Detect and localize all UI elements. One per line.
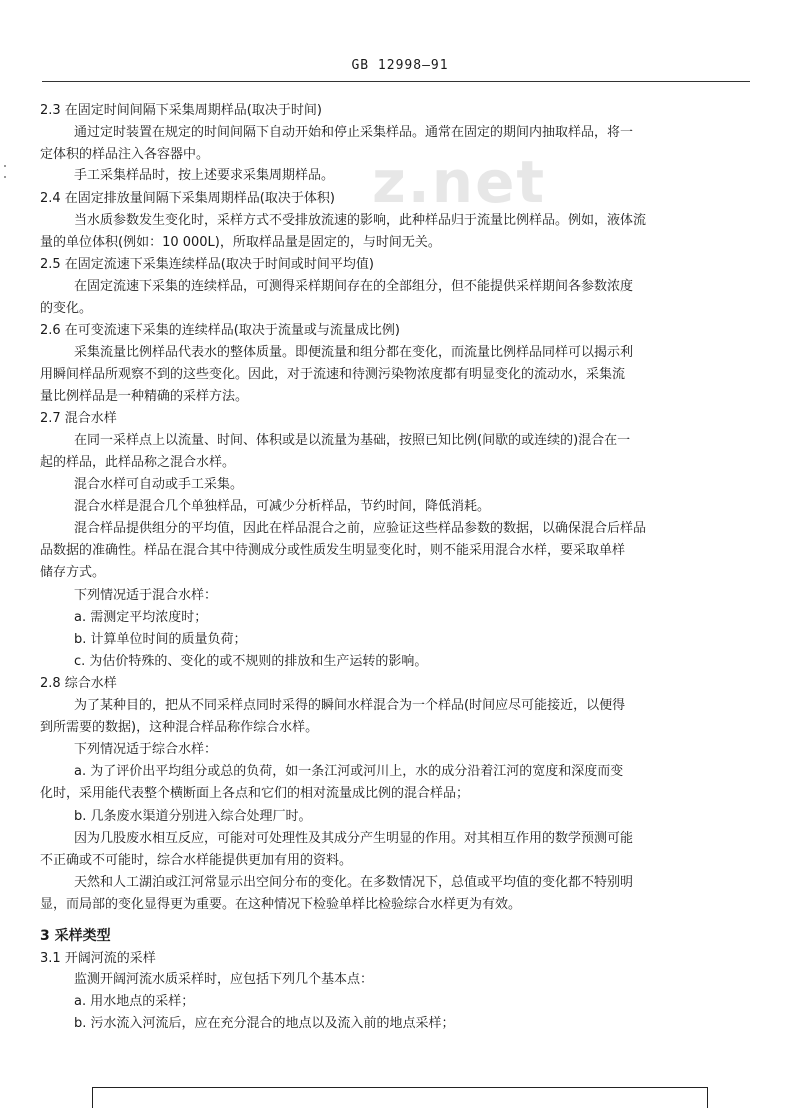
text-line: 定体积的样品注入各容器中。 (40, 147, 210, 162)
text-line: 不正确或不可能时，综合水样能提供更加有用的资料。 (40, 853, 353, 868)
text-line: 品数据的准确性。样品在混合其中待测成分或性质发生明显变化时，则不能采用混合水样，要采取单样 (40, 543, 626, 558)
text-line: 天然和人工湖泊或江河常显示出空间分布的变化。在多数情况下，总值或平均值的变化都不特别明 (74, 875, 634, 890)
text-line: 的变化。 (40, 301, 93, 316)
text-line: c. 为估价特殊的、变化的或不规则的排放和生产运转的影响。 (74, 654, 428, 669)
text-line: 手工采集样品时，按上述要求采集周期样品。 (74, 168, 335, 183)
section-heading: 3 采样类型 (40, 928, 111, 944)
text-line: 2.3 在固定时间间隔下采集周期样品(取决于时间) (40, 103, 322, 118)
text-line: 下列情况适于综合水样： (74, 742, 218, 757)
text-line: 2.8 综合水样 (40, 676, 117, 691)
footer-box (92, 1087, 708, 1108)
text-line: 在固定流速下采集的连续样品，可测得采样期间存在的全部组分，但不能提供采样期间各参数浓度 (74, 279, 634, 294)
text-line: 因为几股废水相互反应，可能对可处理性及其成分产生明显的作用。对其相互作用的数学预测可能 (74, 831, 634, 846)
scan-speck (4, 176, 6, 178)
text-line: b. 计算单位时间的质量负荷； (74, 632, 247, 647)
text-line: b. 污水流入河流后，应在充分混合的地点以及流入前的地点采样； (74, 1016, 455, 1031)
text-line: 混合样品提供组分的平均值，因此在样品混合之前，应验证这些样品参数的数据，以确保混合后样品 (74, 521, 647, 536)
text-line: 通过定时装置在规定的时间间隔下自动开始和停止采集样品。通常在固定的期间内抽取样品，将一 (74, 125, 634, 140)
text-line: 2.5 在固定流速下采集连续样品(取决于时间或时间平均值) (40, 257, 374, 272)
header-rule (42, 81, 750, 82)
text-line: 在同一采样点上以流量、时间、体积或是以流量为基础，按照已知比例(间歇的或连续的)混合在一 (74, 433, 631, 448)
standard-header: GB 12998—91 (351, 58, 449, 73)
text-line: 下列情况适于混合水样： (74, 588, 218, 603)
text-line: a. 用水地点的采样； (74, 994, 195, 1009)
text-line: 起的样品，此样品称之混合水样。 (40, 455, 236, 470)
text-line: 监测开阔河流水质采样时，应包括下列几个基本点： (74, 972, 374, 987)
text-line: 到所需要的数据)，这种混合样品称作综合水样。 (40, 720, 319, 735)
text-line: 量的单位体积(例如：10 000L)，所取样品量是固定的，与时间无关。 (40, 235, 441, 250)
text-line: 3.1 开阔河流的采样 (40, 951, 156, 966)
text-line: 采集流量比例样品代表水的整体质量。即便流量和组分都在变化，而流量比例样品同样可以揭示利 (74, 345, 634, 360)
text-line: a. 为了评价出平均组分或总的负荷，如一条江河或河川上，水的成分沿着江河的宽度和深度而变 (74, 764, 624, 779)
text-line: 用瞬间样品所观察不到的这些变化。因此，对于流速和待测污染物浓度都有明显变化的流动水，采集流 (40, 367, 626, 382)
scan-speck (4, 165, 6, 167)
text-line: 量比例样品是一种精确的采样方法。 (40, 389, 249, 404)
text-line: 显，而局部的变化显得更为重要。在这种情况下检验单样比检验综合水样更为有效。 (40, 897, 522, 912)
text-line: 2.7 混合水样 (40, 411, 117, 426)
text-line: 混合水样可自动或手工采集。 (74, 477, 244, 492)
watermark: z.net (372, 148, 547, 216)
text-line: a. 需测定平均浓度时； (74, 610, 208, 625)
text-line: 为了某种目的，把从不同采样点同时采得的瞬间水样混合为一个样品(时间应尽可能接近，以便得 (74, 698, 626, 713)
text-line: 2.4 在固定排放量间隔下采集周期样品(取决于体积) (40, 191, 335, 206)
text-line: 混合水样是混合几个单独样品，可减少分析样品，节约时间，降低消耗。 (74, 499, 491, 514)
text-line: 化时，采用能代表整个横断面上各点和它们的相对流量成比例的混合样品； (40, 786, 470, 801)
text-line: 2.6 在可变流速下采集的连续样品(取决于流量或与流量成比例) (40, 323, 400, 338)
text-line: 储存方式。 (40, 565, 106, 580)
text-line: b. 几条废水渠道分别进入综合处理厂时。 (74, 809, 312, 824)
text-line: 当水质参数发生变化时，采样方式不受排放流速的影响，此种样品归于流量比例样品。例如，液体流 (74, 213, 647, 228)
